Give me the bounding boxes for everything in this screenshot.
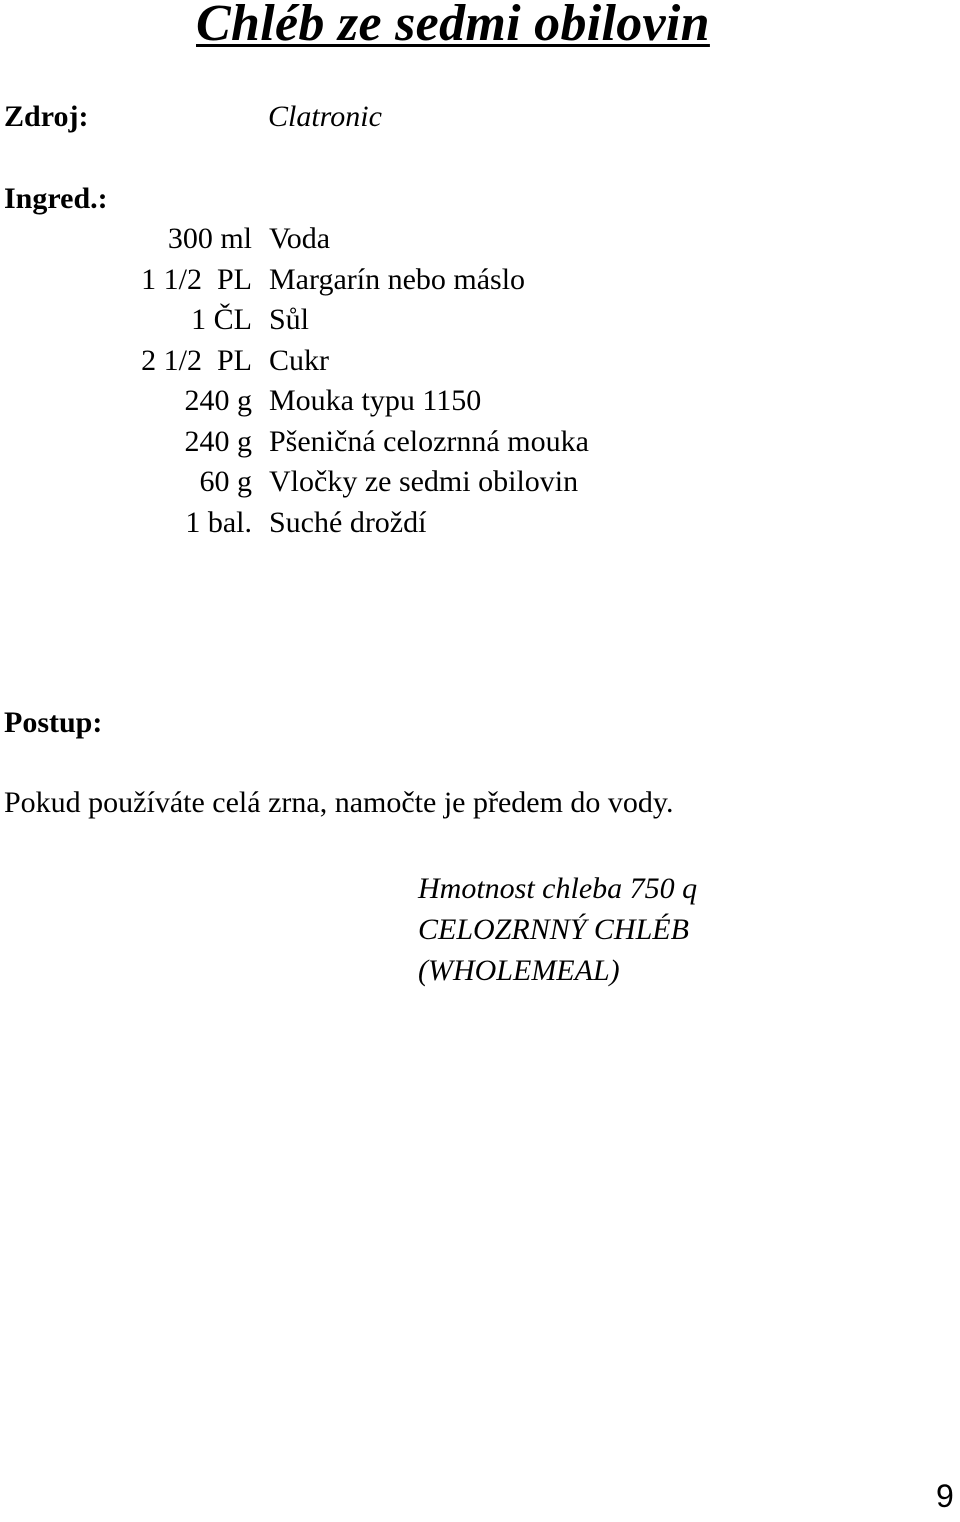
recipe-title: Chléb ze sedmi obilovin [196,0,710,52]
ingredient-name: Vločky ze sedmi obilovin [269,465,579,498]
procedure-label: Postup: [4,706,103,739]
ingredient-quantity: 60 g [199,465,252,498]
ingredient-quantity: 1 1/2 PL [141,262,252,296]
ingredient-quantity: 240 g [184,424,252,458]
ingredient-name: Suché droždí [269,505,427,539]
ingredient-row [0,344,960,385]
source-value: Clatronic [268,100,382,133]
ingredient-quantity: 2 1/2 PL [141,343,252,377]
ingredient-name: Pšeničná celozrnná mouka [269,424,589,458]
ingredient-name: Cukr [269,343,329,377]
ingredient-row [0,465,960,506]
ingredient-name: Margarín nebo máslo [269,262,526,296]
ingredient-row [0,222,960,263]
ingredient-row [0,506,960,547]
ingredient-quantity: 1 bal. [185,505,252,539]
bread-weight-note: Hmotnost chleba 750 q [418,872,698,905]
ingredient-list [0,222,960,546]
ingredient-row [0,263,960,304]
ingredient-row [0,384,960,425]
bread-type-note: CELOZRNNÝ CHLÉB [418,913,689,946]
ingredient-quantity: 240 g [184,384,252,417]
procedure-text: Pokud používáte celá zrna, namočte je předem do vody. [4,786,674,819]
source-label: Zdroj: [4,100,89,133]
ingredient-name: Sůl [269,303,310,336]
recipe-notes [418,868,697,991]
page-number: 9 [936,1478,954,1514]
ingredient-row [0,425,960,466]
ingredient-name: Voda [269,222,331,255]
ingredient-quantity: 1 ČL [191,303,252,336]
ingredients-label: Ingred.: [4,182,108,215]
ingredient-name: Mouka typu 1150 [269,384,482,417]
bread-type-english-note: (WHOLEMEAL) [418,954,620,987]
ingredient-row [0,303,960,344]
ingredient-quantity: 300 ml [167,222,252,255]
